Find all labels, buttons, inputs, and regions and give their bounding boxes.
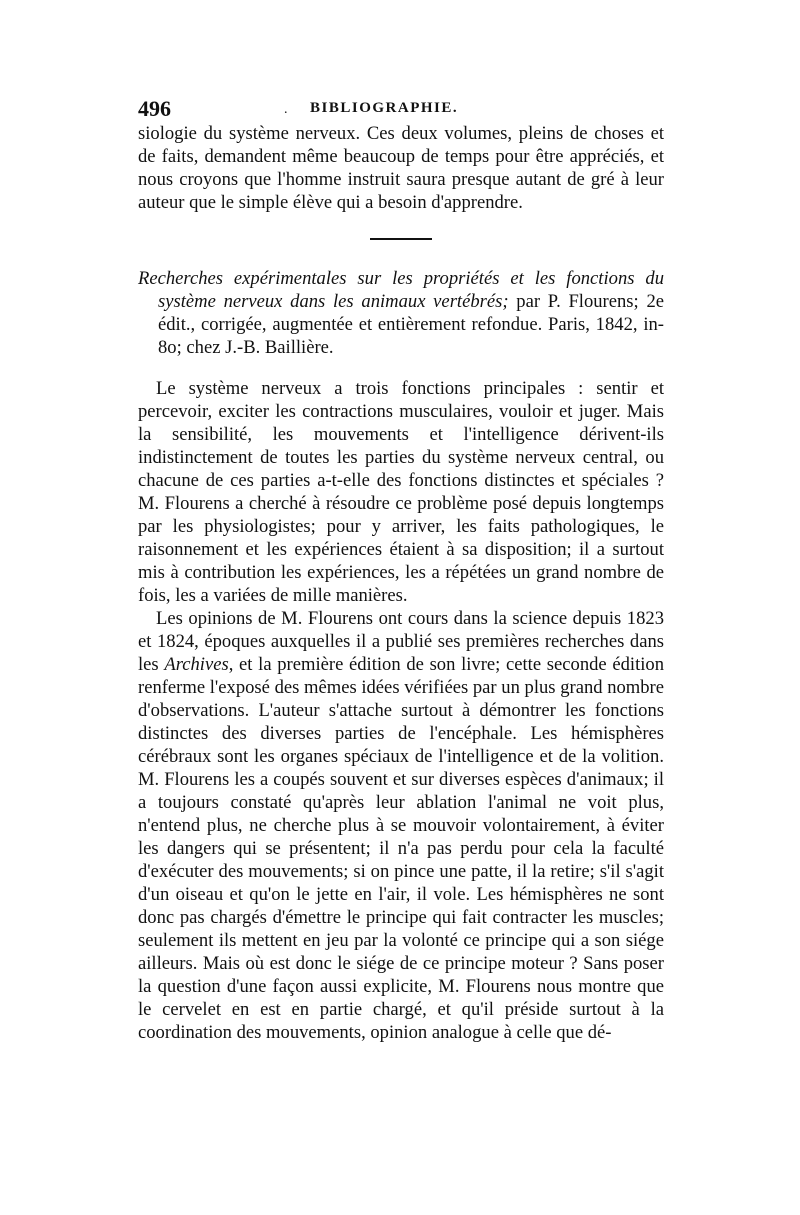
paragraph2-start: Les opinions de M. Flourens ont cours dans la science depuis 1823 et 1824, époques auxquelles il a publié ses premières recherches dans les xyxy=(138,608,664,675)
book-details: par P. Flourens; 2e édit., corrigée, augmentée et entièrement refondue. Paris, 1842, in-8o; chez J.-B. Baillière. xyxy=(158,291,664,358)
book-page xyxy=(138,96,664,1044)
review-paragraph-1: Le système nerveux a trois fonctions principales : sentir et percevoir, exciter les contractions musculaires, vouloir et juger. Mais la sensibilité, les mouvements et l'intelligence dérivent-ils indistinctement de toutes les parties du système nerveux central, ou chacune de ces parties a-t-elle des fonctions distinctes et spéciales ? M. Flourens a cherché à résoudre ce problème posé depuis longtemps par les physiologistes; pour y arriver, les faits pathologiques, le raisonnement et les expériences étaient à sa disposition; il a surtout mis à contribution les expériences, les a répétées un grand nombre de fois, les a variées de mille manières. xyxy=(138,378,664,606)
header-dot: . xyxy=(284,102,288,117)
running-head: BIBLIOGRAPHIE. xyxy=(310,100,459,116)
page-body xyxy=(138,122,664,1044)
bibliography-entry xyxy=(138,267,664,359)
page-number: 496 xyxy=(138,96,171,121)
book-title: Recherches expérimentales sur les propriétés et les fonctions du système nerveux dans les animaux vertébrés; xyxy=(138,268,664,312)
section-divider xyxy=(370,238,432,240)
paragraph2-rest: , et la première édition de son livre; cette seconde édition renferme l'exposé des mêmes idées vérifiées par un plus grand nombre d'observations. L'auteur s'attache surtout à démontrer les fonctions distinctes des diverses parties de l'encéphale. Les hémisphères cérébraux sont les organes spéciaux de l'intelligence et de la volition. M. Flourens les a coupés souvent et sur diverses espèces d'animaux; il a toujours constaté qu'après leur ablation l'animal ne voit plus, n'entend plus, ne cherche plus à se mouvoir volontairement, à éviter les dangers qui se présentent; il n'a pas perdu pour cela la faculté d'exécuter des mouvements; si on pince une patte, il la retire; s'il s'agit d'un oiseau et qu'on le jette en l'air, il vole. Les hémisphères ne sont donc pas chargés d'émettre le principe qui fait contracter les muscles; seulement ils mettent en jeu par la volonté ce principe qui a son siége ailleurs. Mais où est donc le siége de ce principe moteur ? Sans poser la question d'une façon aussi explicite, M. Flourens nous montre que le cervelet en est en partie chargé, et qu'il préside surtout à la coordination des mouvements, opinion analogue à celle que dé- xyxy=(138,654,664,1043)
page-header xyxy=(138,96,664,122)
continuation-paragraph: siologie du système nerveux. Ces deux volumes, pleins de choses et de faits, demandent même beaucoup de temps pour être appréciés, et nous croyons que l'homme instruit saura presque autant de gré à leur auteur que le simple élève qui a besoin d'apprendre. xyxy=(138,123,664,213)
review-paragraph-2 xyxy=(138,607,664,1044)
archives-title: Archives xyxy=(164,654,229,675)
